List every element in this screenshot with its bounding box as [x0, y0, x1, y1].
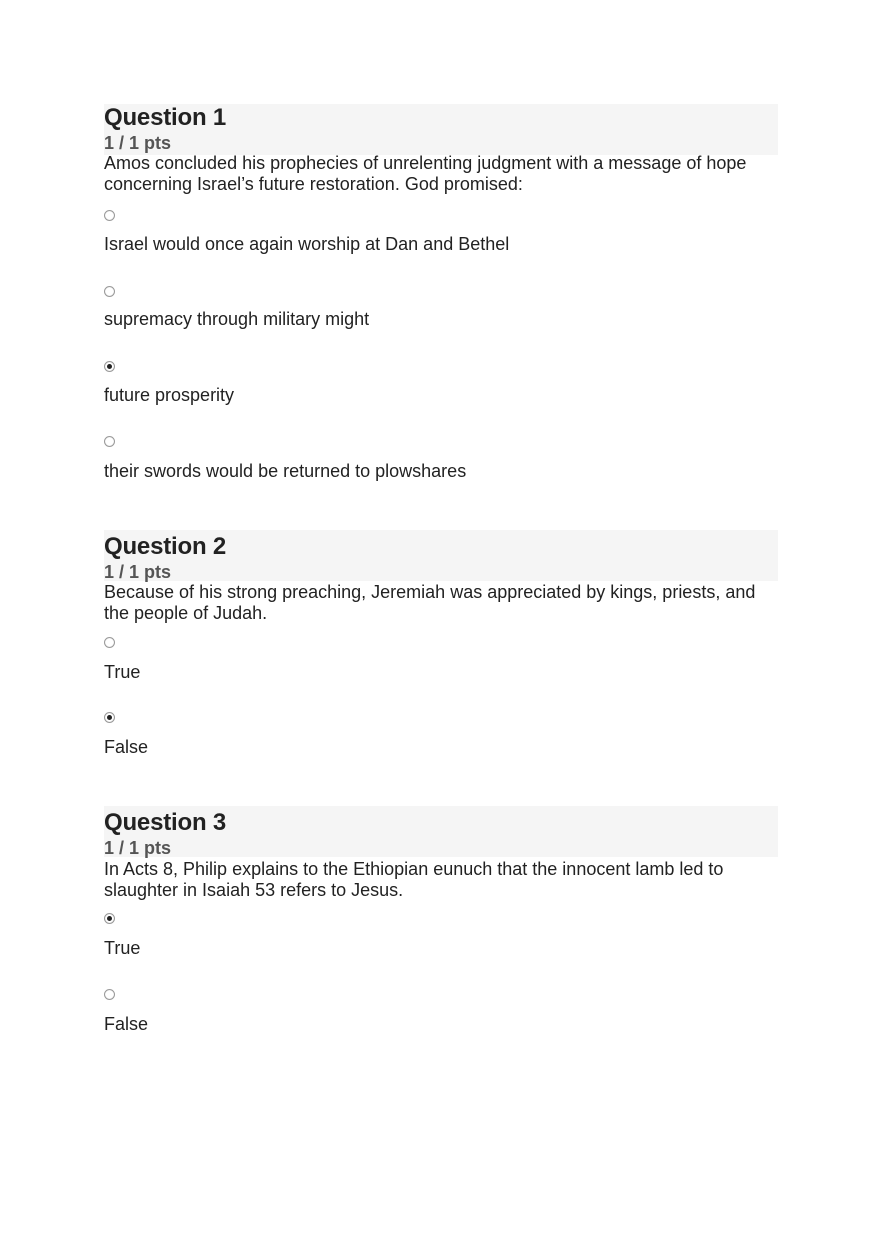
answer-option[interactable]: [104, 286, 115, 297]
answer-option[interactable]: [104, 210, 115, 221]
answer-option[interactable]: [104, 637, 115, 648]
question-text: Amos concluded his prophecies of unrelenting judgment with a message of hope concerning Israel’s future restoration. God promised:: [104, 153, 747, 194]
answer-label: True: [104, 938, 141, 958]
question-text: Because of his strong preaching, Jeremiah was appreciated by kings, priests, and the people of Judah.: [104, 582, 756, 623]
question-title: Question 2: [104, 533, 227, 560]
question-1: [104, 104, 778, 481]
question-title: Question 3: [104, 809, 227, 836]
radio-button[interactable]: [104, 637, 115, 648]
question-header: [104, 806, 778, 857]
answer-option[interactable]: [104, 712, 115, 723]
question-3: [104, 806, 778, 1034]
question-2: [104, 530, 778, 757]
answer-label: supremacy through military might: [104, 309, 370, 329]
radio-button[interactable]: [104, 286, 115, 297]
radio-button-selected[interactable]: [104, 913, 115, 924]
radio-button[interactable]: [104, 989, 115, 1000]
radio-button-selected[interactable]: [104, 712, 115, 723]
question-points: 1 / 1 pts: [104, 562, 172, 582]
answer-label: Israel would once again worship at Dan and Bethel: [104, 234, 510, 254]
radio-button-selected[interactable]: [104, 361, 115, 372]
answer-option[interactable]: [104, 989, 115, 1000]
question-points: 1 / 1 pts: [104, 133, 172, 153]
question-header: [104, 104, 778, 155]
question-title: Question 1: [104, 104, 227, 131]
answer-label: False: [104, 737, 149, 757]
question-text: In Acts 8, Philip explains to the Ethiopian eunuch that the innocent lamb led to slaughter in Isaiah 53 refers to Jesus.: [104, 859, 724, 900]
answer-label: True: [104, 662, 141, 682]
question-header: [104, 530, 778, 581]
radio-button[interactable]: [104, 436, 115, 447]
answer-option[interactable]: [104, 361, 115, 372]
answer-label: their swords would be returned to plowshares: [104, 461, 467, 481]
answer-label: future prosperity: [104, 385, 235, 405]
radio-button[interactable]: [104, 210, 115, 221]
answer-option[interactable]: [104, 913, 115, 924]
answer-label: False: [104, 1014, 149, 1034]
answer-option[interactable]: [104, 436, 115, 447]
question-points: 1 / 1 pts: [104, 838, 172, 858]
